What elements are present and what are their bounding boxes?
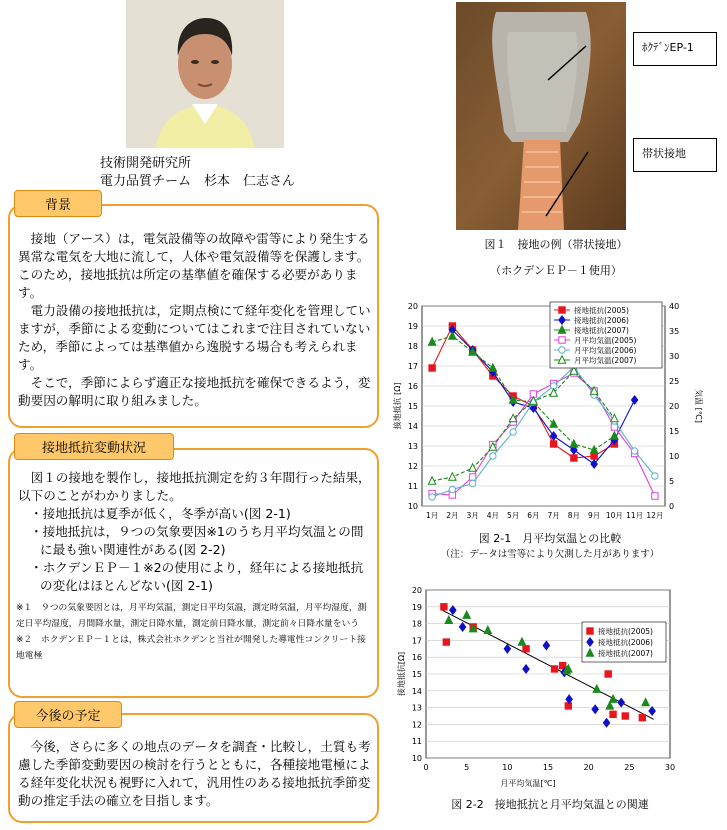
data-point-s1 [443, 639, 449, 645]
y-tick-label: 12 [407, 462, 418, 471]
x-tick-label: 20 [583, 763, 594, 772]
y-tick-label: 17 [407, 362, 418, 371]
y2-tick-label: 35 [669, 327, 680, 336]
data-point-s5 [449, 486, 455, 492]
data-point-s1 [559, 662, 565, 668]
x-axis-label: 月平均気温[℃] [500, 779, 556, 788]
y-tick-label: 19 [411, 602, 422, 612]
status-note-1: ※１ ９つの気象要因とは，月平均気温，測定日平均気温，測定時気温，月平均湿度，測定日平均湿度，月間降水量，測定日降水量，測定前日降水量，測定前々日降水量をいう [16, 603, 367, 629]
future-paragraph: 今後，さらに多くの地点のデータを調査・比較し，土質も考慮した季節変動要因の検討を行うとともに，各種接地電極による経年変化状況も視野に入れて，汎用性のある接地抵抗季節変動の推定手法の確立を目指します。 [18, 739, 371, 808]
y-tick-label: 20 [411, 586, 422, 595]
legend-marker [559, 347, 565, 353]
person-photo [126, 0, 284, 148]
data-point-s5 [652, 473, 658, 479]
legend-marker [587, 628, 593, 634]
data-point-s1 [591, 453, 597, 459]
y2-tick-label: 20 [669, 402, 680, 411]
y2-tick-label: 0 [669, 502, 675, 511]
x-tick-label: 10月 [605, 511, 623, 520]
y-tick-label: 17 [411, 636, 422, 646]
y-tick-label: 11 [407, 482, 418, 491]
data-point-s5 [490, 453, 496, 459]
x-tick-label: 12月 [646, 511, 664, 520]
x-tick-label: 0 [423, 763, 429, 772]
legend-label: 接地抵抗(2005) [574, 306, 629, 315]
data-point-s5 [429, 494, 435, 500]
y2-tick-label: 30 [669, 352, 680, 361]
data-point-s1 [551, 666, 557, 672]
y-tick-label: 18 [407, 342, 418, 351]
data-point-s1 [565, 703, 571, 709]
data-point-s1 [523, 646, 529, 652]
legend-label: 月平均気温(2005) [574, 336, 637, 345]
data-point-s4 [652, 493, 658, 499]
y-tick-label: 20 [407, 302, 418, 311]
x-tick-label: 25 [624, 763, 635, 772]
figure2-2-chart [390, 582, 690, 794]
legend-marker [559, 307, 565, 313]
legend-label: 接地抵抗(2006) [574, 316, 629, 325]
legend-label: 接地抵抗(2005) [598, 627, 653, 636]
x-tick-label: 2月 [446, 511, 459, 520]
x-tick-label: 15 [542, 763, 554, 772]
x-tick-label: 4月 [486, 511, 500, 520]
grounding-photo [456, 2, 626, 230]
status-bullet-3: ・ホクデンＥＰ－１※2の使用により，経年による接地抵抗の変化はほとんどない(図 2-1) [30, 560, 364, 593]
y-tick-label: 15 [407, 402, 418, 411]
legend-label: 月平均気温(2007) [574, 356, 637, 365]
callout-ep1: ﾎｸﾃﾞﾝEP-1 [633, 32, 717, 66]
y-tick-label: 13 [411, 703, 422, 713]
legend-label: 接地抵抗(2006) [598, 638, 653, 647]
y-tick-label: 18 [411, 619, 422, 629]
y-tick-label: 14 [407, 422, 418, 431]
y-tick-label: 13 [407, 442, 418, 451]
y2-tick-label: 25 [669, 377, 680, 386]
x-tick-label: 1月 [425, 511, 439, 520]
data-point-s5 [631, 448, 637, 454]
background-body [18, 230, 372, 410]
background-paragraph-1: 接地（アース）は，電気設備等の故障や雷等により発生する異常な電気を大地に流して，人体や電気設備等を保護します。このため，接地抵抗は所定の基準値を確保する必要があります。 [18, 231, 370, 300]
legend-label: 接地抵抗(2007) [598, 649, 653, 658]
status-note-2: ※２ ホクデンＥＰ－１とは，株式会社ホクデンと当社が開発した導電性コンクリート接地電極 [16, 635, 366, 661]
y-tick-label: 15 [411, 670, 422, 679]
x-tick-label: 8月 [567, 511, 581, 520]
figure1-caption: 図１ 接地の例（帯状接地） [484, 238, 628, 251]
data-point-s1 [550, 441, 556, 447]
figure2-1-chart [390, 296, 710, 530]
callout-strip-ground: 帯状接地 [633, 138, 717, 172]
legend-label: 接地抵抗(2007) [574, 326, 629, 335]
x-tick-label: 5月 [506, 511, 520, 520]
status-body [18, 469, 372, 595]
x-tick-label: 9月 [587, 511, 601, 520]
y-axis-label: 接地抵抗[Ω] [397, 651, 406, 697]
future-body [18, 738, 372, 810]
y-tick-label: 11 [411, 737, 422, 747]
y2-tick-label: 40 [669, 302, 680, 311]
status-bullet-2: ・接地抵抗は，９つの気象要因※1のうち月平均気温との間に最も強い関連性がある(図 2-2) [30, 524, 364, 557]
y-axis-label: 接地抵抗 [Ω] [393, 382, 402, 430]
x-tick-label: 7月 [547, 511, 560, 520]
status-notes [16, 600, 372, 664]
y2-axis-label: 気温 [℃] [694, 389, 703, 423]
background-paragraph-3: そこで，季節によらず適正な接地抵抗を確保できるよう，変動要因の解明に取り組みました。 [18, 375, 371, 408]
figure2-1-note: （注：データは雪等により欠測した月があります） [440, 549, 660, 560]
data-point-s4 [469, 474, 475, 480]
y-tick-label: 14 [411, 686, 422, 696]
person-caption [100, 155, 295, 191]
x-tick-label: 6月 [527, 511, 540, 520]
y-tick-label: 10 [407, 502, 418, 511]
data-point-s1 [571, 455, 577, 461]
data-point-s1 [605, 671, 611, 677]
figure2-2-caption: 図 2-2 接地抵抗と月平均気温との関連 [451, 798, 649, 811]
status-heading: 接地抵抗変動状況 [14, 433, 174, 460]
figure2-1-caption: 図 2-1 月平均気温との比較 [478, 532, 622, 545]
data-point-s1 [429, 365, 435, 371]
future-heading: 今後の予定 [14, 701, 122, 728]
figure1-subcaption: （ホクデンＥＰ－１使用） [490, 264, 622, 277]
data-point-s1 [639, 714, 645, 720]
legend-marker [559, 337, 565, 343]
x-tick-label: 5 [464, 763, 470, 772]
y-tick-label: 16 [407, 382, 418, 391]
y2-tick-label: 10 [669, 452, 680, 461]
data-point-s1 [441, 604, 447, 610]
y-tick-label: 19 [407, 322, 418, 331]
y-tick-label: 16 [411, 653, 422, 663]
x-tick-label: 11月 [626, 511, 644, 520]
person-team: 電力品質チーム 杉本 仁志さん [100, 174, 296, 189]
person-dept: 技術開発研究所 [100, 156, 192, 171]
status-bullet-1: ・接地抵抗は夏季が低く，冬季が高い(図 2-1) [30, 506, 291, 521]
y-tick-label: 12 [411, 720, 422, 730]
y2-tick-label: 15 [669, 427, 680, 436]
data-point-s1 [622, 713, 628, 719]
background-paragraph-2: 電力設備の接地抵抗は，定期点検にて経年変化を管理していますが，季節による変動についてはこれまで注目されていないため，季節によっては基準値から逸脱する場合も考えられます。 [18, 303, 371, 372]
background-heading: 背景 [14, 190, 102, 217]
data-point-s5 [510, 429, 516, 435]
x-tick-label: 3月 [466, 511, 479, 520]
status-intro: 図１の接地を製作し，接地抵抗測定を約３年間行った結果，以下のことがわかりました。 [18, 470, 371, 503]
x-tick-label: 10 [502, 763, 513, 772]
x-tick-label: 30 [664, 763, 676, 772]
data-point-s5 [469, 480, 475, 486]
legend-label: 月平均気温(2006) [574, 346, 637, 355]
data-point-s1 [610, 711, 616, 717]
y2-tick-label: 5 [669, 477, 675, 486]
y-tick-label: 10 [411, 754, 422, 763]
